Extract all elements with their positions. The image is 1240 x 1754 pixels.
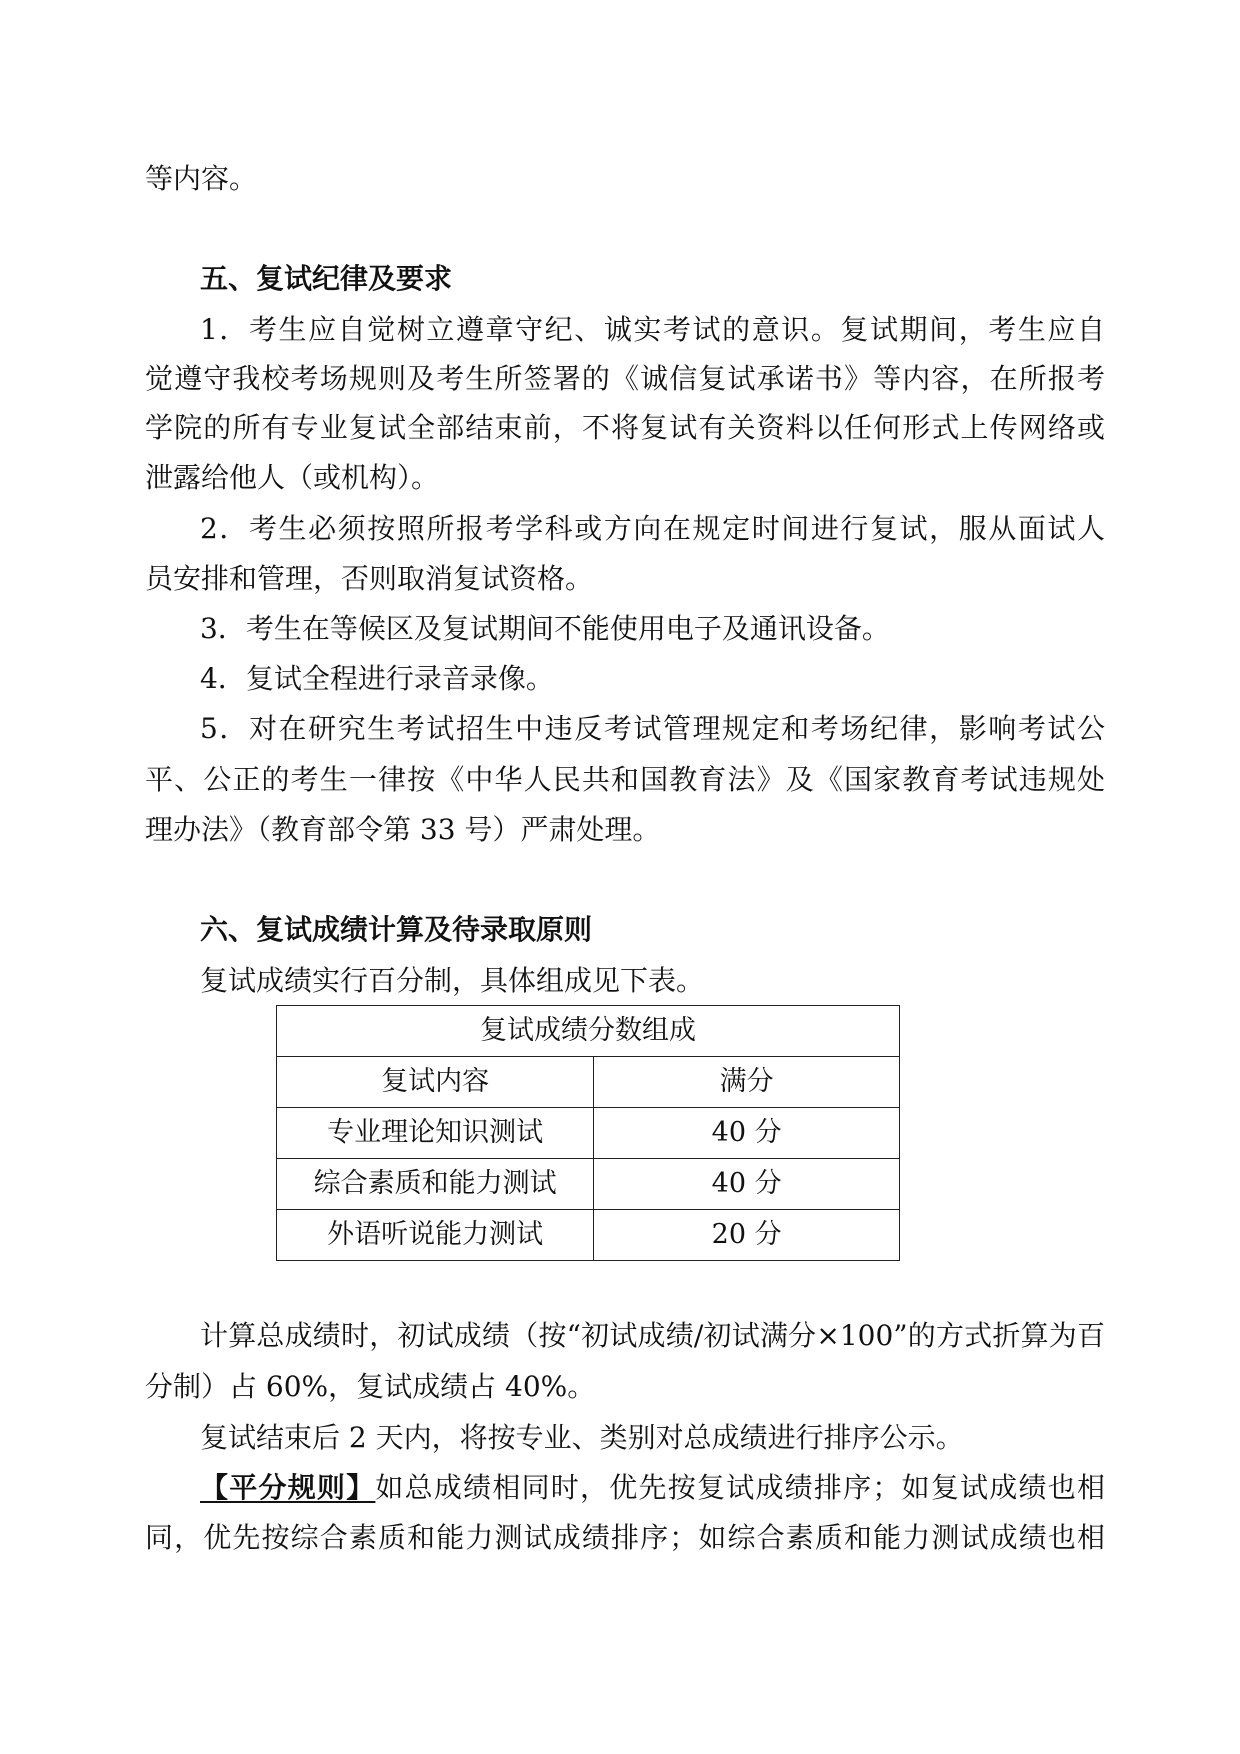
paragraph-line: 分制）占 60%，复试成绩占 40%。 (145, 1370, 596, 1403)
table-row (277, 1210, 900, 1261)
paragraph-line: 平、公正的考生一律按《中华人民共和国教育法》及《国家教育考试违规处 (145, 763, 1105, 796)
row-score: 20 分 (594, 1210, 900, 1261)
paragraph-line: 5．对在研究生考试招生中违反考试管理规定和考场纪律，影响考试公 (200, 712, 1105, 745)
paragraph-line: 4．复试全程进行录音录像。 (200, 662, 554, 695)
paragraph-line: 同，优先按综合素质和能力测试成绩排序；如综合素质和能力测试成绩也相 (145, 1521, 1105, 1554)
row-content: 专业理论知识测试 (277, 1108, 594, 1159)
paragraph-line: 复试成绩实行百分制，具体组成见下表。 (200, 964, 705, 997)
section-heading-5: 五、复试纪律及要求 (200, 262, 453, 295)
header-content: 复试内容 (277, 1057, 594, 1108)
paragraph-line: 理办法》（教育部令第 33 号）严肃处理。 (145, 813, 661, 846)
paragraph-line: 员安排和管理，否则取消复试资格。 (145, 562, 594, 595)
table-row (277, 1159, 900, 1210)
tie-rule-text: 如总成绩相同时，优先按复试成绩排序；如复试成绩也相 (375, 1471, 1105, 1504)
score-composition-table (276, 1005, 900, 1261)
paragraph-line: 计算总成绩时，初试成绩（按“初试成绩/初试满分×100”的方式折算为百 (200, 1319, 1105, 1352)
paragraph-line: 1．考生应自觉树立遵章守纪、诚实考试的意识。复试期间，考生应自 (200, 313, 1105, 346)
tie-rule-label: 【平分规则】 (200, 1471, 376, 1504)
row-content: 外语听说能力测试 (277, 1210, 594, 1261)
section-heading-6: 六、复试成绩计算及待录取原则 (200, 913, 593, 946)
paragraph-line: 等内容。 (145, 162, 258, 195)
table-title: 复试成绩分数组成 (277, 1006, 900, 1057)
paragraph-line: 2．考生必须按照所报考学科或方向在规定时间进行复试，服从面试人 (200, 512, 1105, 545)
table-header-row (277, 1057, 900, 1108)
row-score: 40 分 (594, 1159, 900, 1210)
paragraph-line: 泄露给他人（或机构）。 (145, 461, 440, 494)
paragraph-line: 学院的所有专业复试全部结束前，不将复试有关资料以任何形式上传网络或 (145, 411, 1105, 444)
header-score: 满分 (594, 1057, 900, 1108)
paragraph-line: 复试结束后 2 天内，将按专业、类别对总成绩进行排序公示。 (200, 1421, 964, 1454)
row-score: 40 分 (594, 1108, 900, 1159)
paragraph-line: 3．考生在等候区及复试期间不能使用电子及通讯设备。 (200, 612, 890, 645)
table-title-row (277, 1006, 900, 1057)
table-row (277, 1108, 900, 1159)
paragraph-line-tie-rule (200, 1468, 1105, 1508)
paragraph-line: 觉遵守我校考场规则及考生所签署的《诚信复试承诺书》等内容，在所报考 (145, 362, 1105, 395)
row-content: 综合素质和能力测试 (277, 1159, 594, 1210)
